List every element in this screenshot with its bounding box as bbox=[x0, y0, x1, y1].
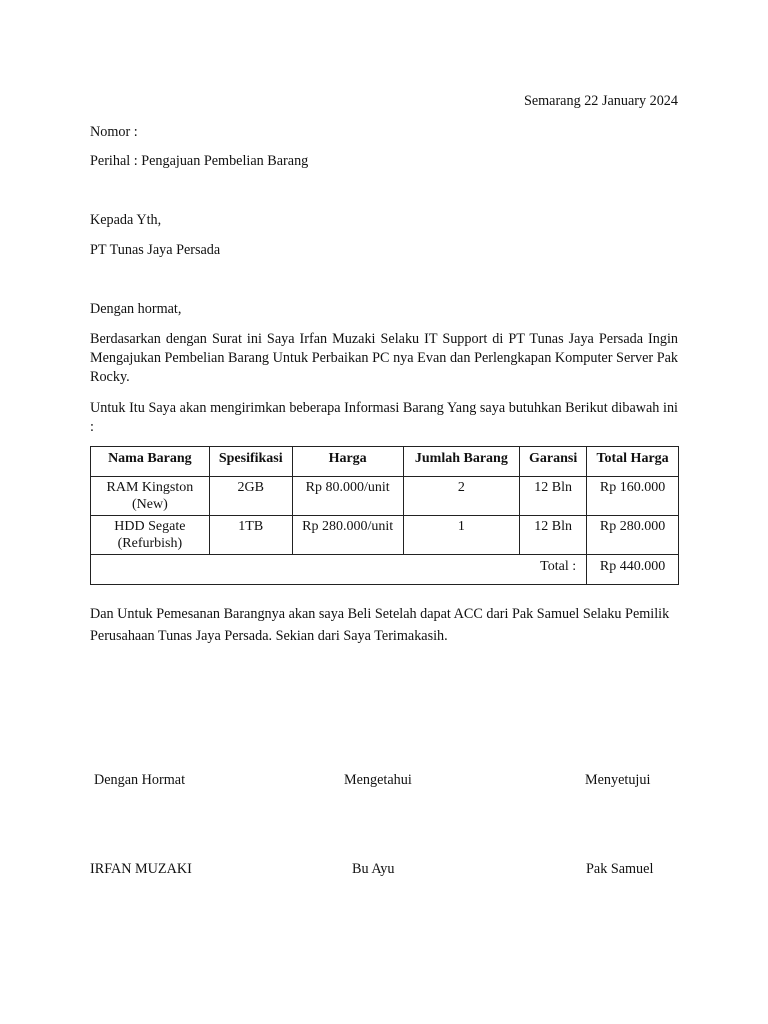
header-total: Total Harga bbox=[587, 447, 679, 477]
cell-harga: Rp 280.000/unit bbox=[292, 516, 403, 555]
table-total-row bbox=[91, 555, 679, 585]
signature-name-approver: Pak Samuel bbox=[586, 861, 654, 877]
header-nama: Nama Barang bbox=[91, 447, 210, 477]
signature-name-acknowledger: Bu Ayu bbox=[352, 861, 395, 877]
signature-role-acknowledger: Mengetahui bbox=[344, 772, 412, 788]
total-label: Total : bbox=[91, 555, 587, 585]
header-jumlah: Jumlah Barang bbox=[403, 447, 520, 477]
header-spesifikasi: Spesifikasi bbox=[209, 447, 292, 477]
header-harga: Harga bbox=[292, 447, 403, 477]
cell-garansi: 12 Bln bbox=[520, 477, 587, 516]
signature-name-sender: IRFAN MUZAKI bbox=[90, 861, 192, 877]
cell-total: Rp 160.000 bbox=[587, 477, 679, 516]
letter-date: Semarang 22 January 2024 bbox=[523, 93, 678, 109]
letter-number: Nomor : bbox=[90, 124, 138, 140]
cell-nama: HDD Segate (Refurbish) bbox=[91, 516, 210, 555]
cell-spesifikasi: 2GB bbox=[209, 477, 292, 516]
addressee-name: PT Tunas Jaya Persada bbox=[90, 242, 221, 258]
items-table bbox=[90, 446, 679, 585]
cell-harga: Rp 80.000/unit bbox=[292, 477, 403, 516]
paragraph-items-intro: Untuk Itu Saya akan mengirimkan beberapa Informasi Barang Yang saya butuhkan Berikut dibawah ini : bbox=[90, 400, 678, 435]
cell-total: Rp 280.000 bbox=[587, 516, 679, 555]
header-garansi: Garansi bbox=[520, 447, 587, 477]
signature-role-approver: Menyetujui bbox=[585, 772, 651, 788]
cell-jumlah: 1 bbox=[403, 516, 520, 555]
cell-jumlah: 2 bbox=[403, 477, 520, 516]
paragraph-intro: Berdasarkan dengan Surat ini Saya Irfan Muzaki Selaku IT Support di PT Tunas Jaya Persada Ingin Mengajukan Pembelian Barang Untuk Perbaikan PC nya Evan dan Perlengkapan Komputer Server Pak Rocky. bbox=[90, 331, 678, 385]
greeting: Dengan hormat, bbox=[90, 301, 182, 317]
signature-role-sender: Dengan Hormat bbox=[94, 772, 186, 788]
cell-garansi: 12 Bln bbox=[520, 516, 587, 555]
letter-subject: Perihal : Pengajuan Pembelian Barang bbox=[90, 153, 309, 169]
addressee-label: Kepada Yth, bbox=[90, 212, 162, 228]
table-row bbox=[91, 477, 679, 516]
cell-spesifikasi: 1TB bbox=[209, 516, 292, 555]
table-row bbox=[91, 516, 679, 555]
total-value: Rp 440.000 bbox=[587, 555, 679, 585]
cell-nama: RAM Kingston (New) bbox=[91, 477, 210, 516]
paragraph-closing: Dan Untuk Pemesanan Barangnya akan saya Beli Setelah dapat ACC dari Pak Samuel Selaku Pemilik Perusahaan Tunas Jaya Persada. Sekian dari Saya Terimakasih. bbox=[90, 606, 670, 644]
table-header-row bbox=[91, 447, 679, 477]
